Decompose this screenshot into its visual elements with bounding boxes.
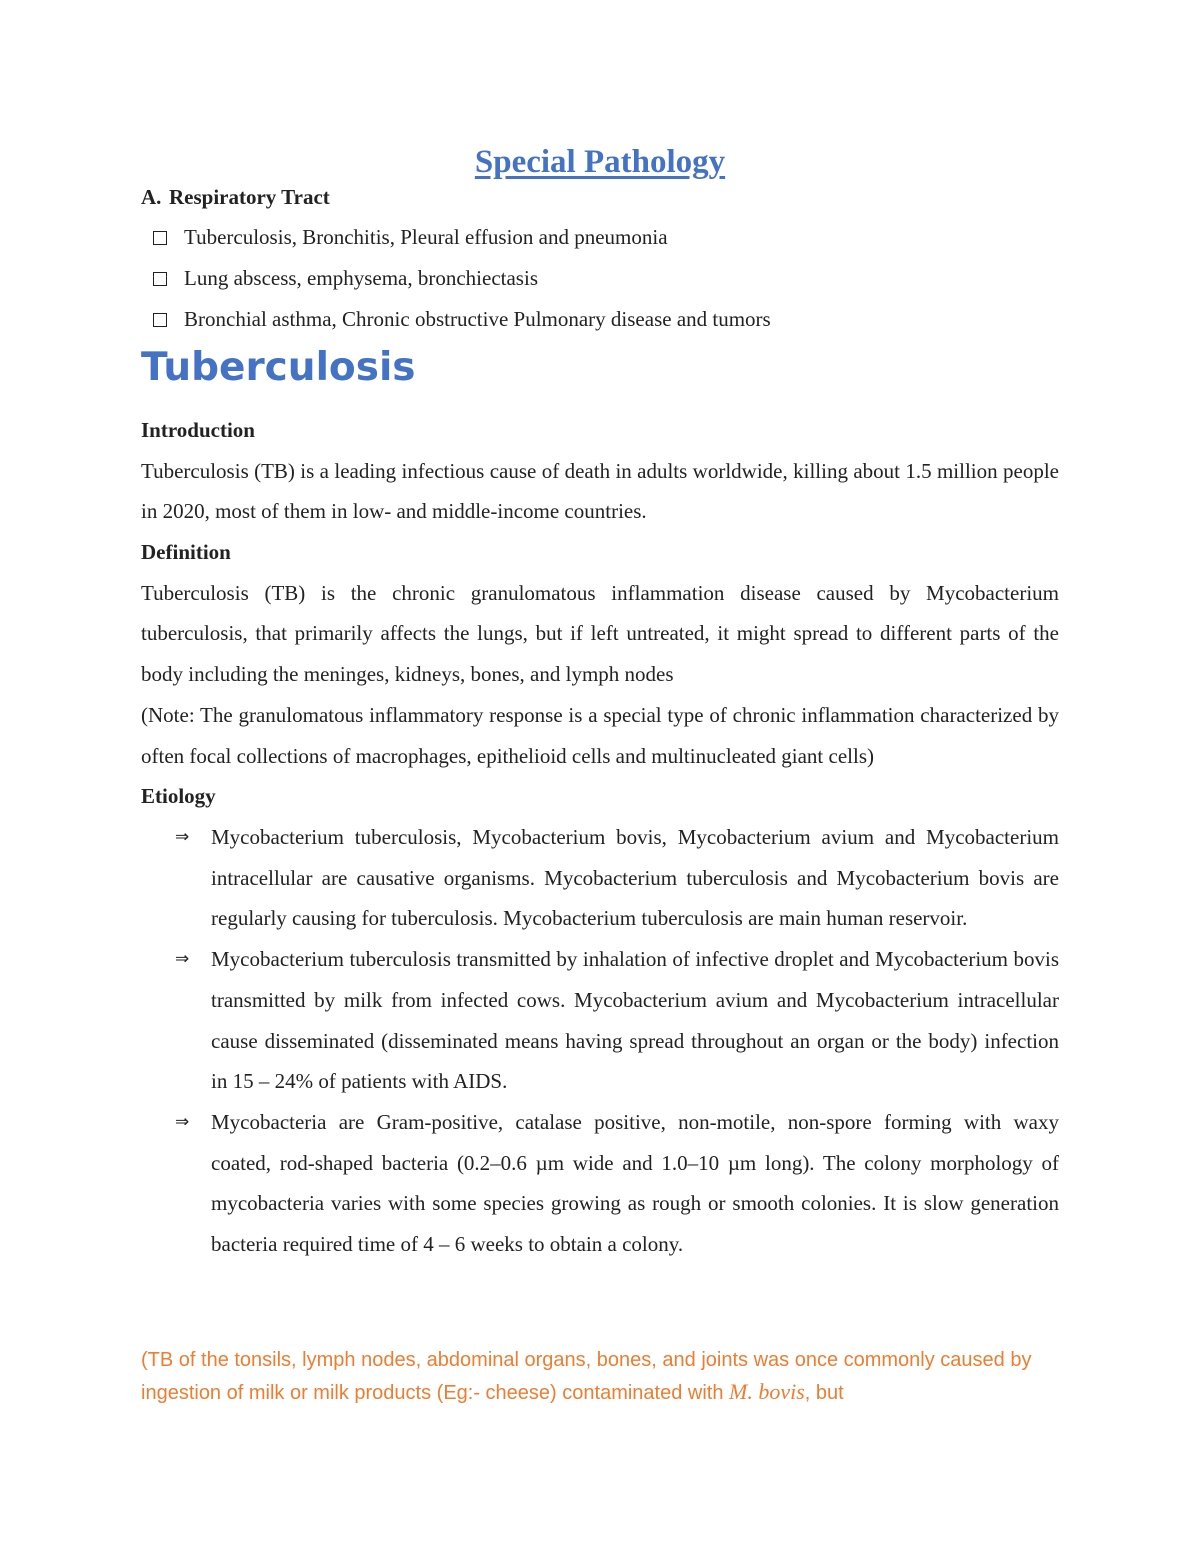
checklist-item-text: Tuberculosis, Bronchitis, Pleural effusion and pneumonia (184, 225, 668, 249)
topic-heading: Tuberculosis (141, 345, 416, 390)
etiology-heading: Etiology (141, 784, 216, 809)
section-label: Respiratory Tract (169, 185, 330, 209)
introduction-heading: Introduction (141, 418, 255, 442)
etiology-list (141, 817, 1059, 1265)
orange-note (141, 1345, 1059, 1409)
definition-heading: Definition (141, 540, 231, 565)
section-letter: A. (141, 185, 162, 209)
orange-note-end: , but (804, 1382, 844, 1404)
orange-note-species: M. bovis (729, 1379, 805, 1404)
definition-text: Tuberculosis (TB) is the chronic granulomatous inflammation disease caused by Mycobacterium tuberculosis, that primarily affects the lungs, but if left untreated, it might spread to different parts of the body including the meninges, kidneys, bones, and lymph nodes (141, 580, 1059, 687)
checklist-item-text: Lung abscess, emphysema, bronchiectasis (184, 266, 538, 290)
list-item (141, 817, 1059, 939)
list-item-text: Mycobacterium tuberculosis transmitted by inhalation of infective droplet and Mycobacterium bovis transmitted by milk from infected cows. Mycobacterium avium and Mycobacterium intracellular cause disseminated (disseminated means having spread throughout an organ or the body) infection in 15 – 24% of patients with AIDS. (211, 947, 1059, 1094)
list-item (141, 939, 1059, 1102)
document-body (141, 410, 1059, 1265)
topic-checklist (153, 222, 1053, 345)
page-title: Special Pathology (474, 144, 726, 180)
section-heading (141, 183, 330, 211)
list-item-text: Mycobacterium tuberculosis, Mycobacterium bovis, Mycobacterium avium and Mycobacterium intracellular are causative organisms. Mycobacterium tuberculosis and Mycobacterium bovis are regularly causing for tuberculosis. Mycobacterium tuberculosis are main human reservoir. (211, 824, 1059, 931)
checkbox-icon (153, 272, 167, 286)
checklist-item (153, 304, 1053, 345)
definition-note: (Note: The granulomatous inflammatory response is a special type of chronic inflammation characterized by often focal collections of macrophages, epithelioid cells and multinucleated giant cells) (141, 702, 1059, 768)
checklist-item (153, 263, 1053, 304)
list-item-text: Mycobacteria are Gram-positive, catalase positive, non-motile, non-spore forming with waxy coated, rod-shaped bacteria (0.2–0.6 µm wide and 1.0–10 µm long). The colony morphology of mycobacteria varies with some species growing as rough or smooth colonies. It is slow generation bacteria required time of 4 – 6 weeks to obtain a colony. (211, 1109, 1059, 1257)
checklist-item (153, 222, 1053, 263)
checkbox-icon (153, 313, 167, 327)
checkbox-icon (153, 231, 167, 245)
checklist-item-text: Bronchial asthma, Chronic obstructive Pulmonary disease and tumors (184, 307, 771, 331)
arrow-icon: ⇒ (175, 949, 190, 970)
arrow-icon: ⇒ (175, 826, 190, 847)
introduction-text: Tuberculosis (TB) is a leading infectious cause of death in adults worldwide, killing about 1.5 million people in 2020, most of them in low- and middle-income countries. (141, 458, 1059, 524)
orange-note-text: (TB of the tonsils, lymph nodes, abdominal organs, bones, and joints was once commonly caused by ingestion of milk or milk products (Eg:- cheese) contaminated with (141, 1349, 1032, 1404)
arrow-icon: ⇒ (175, 1111, 190, 1132)
list-item (141, 1102, 1059, 1265)
